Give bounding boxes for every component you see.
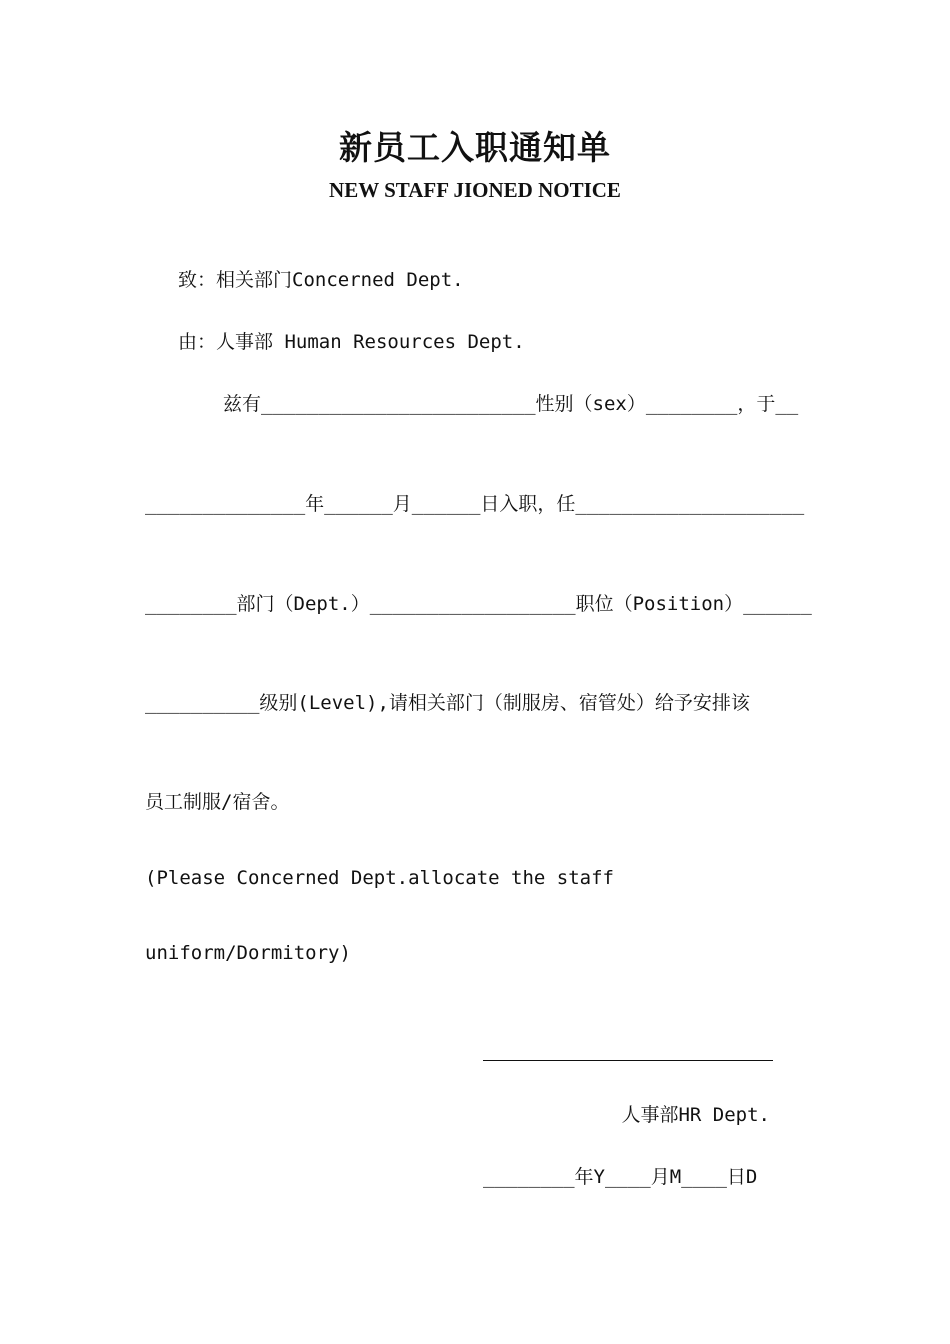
to-line: 致：相关部门Concerned Dept. [178, 269, 464, 291]
from-line: 由：人事部 Human Resources Dept. [178, 331, 525, 353]
english-request-line2: uniform/Dormitory) [145, 942, 351, 964]
document-title-cn: 新员工入职通知单 [339, 128, 611, 167]
body-line-uniform-dorm: 员工制服/宿舍。 [145, 791, 290, 813]
signature-dept: 人事部HR Dept. [621, 1104, 770, 1126]
body-line-level-request: __________级别(Level),请相关部门（制服房、宿管处）给予安排该 [145, 692, 750, 714]
body-line-name-sex: 兹有________________________性别（sex）________，于__ [223, 393, 799, 415]
english-request-line1: (Please Concerned Dept.allocate the staff [145, 867, 614, 889]
signature-date: ________年Y____月M____日D [483, 1166, 758, 1188]
body-line-date-appointment: ______________年______月______日入职，任____________________ [145, 493, 805, 515]
document-title-en: NEW STAFF JIONED NOTICE [329, 178, 621, 202]
body-line-dept-position: ________部门（Dept.）__________________职位（Position）______ [145, 593, 812, 615]
signature-line [483, 1060, 773, 1061]
